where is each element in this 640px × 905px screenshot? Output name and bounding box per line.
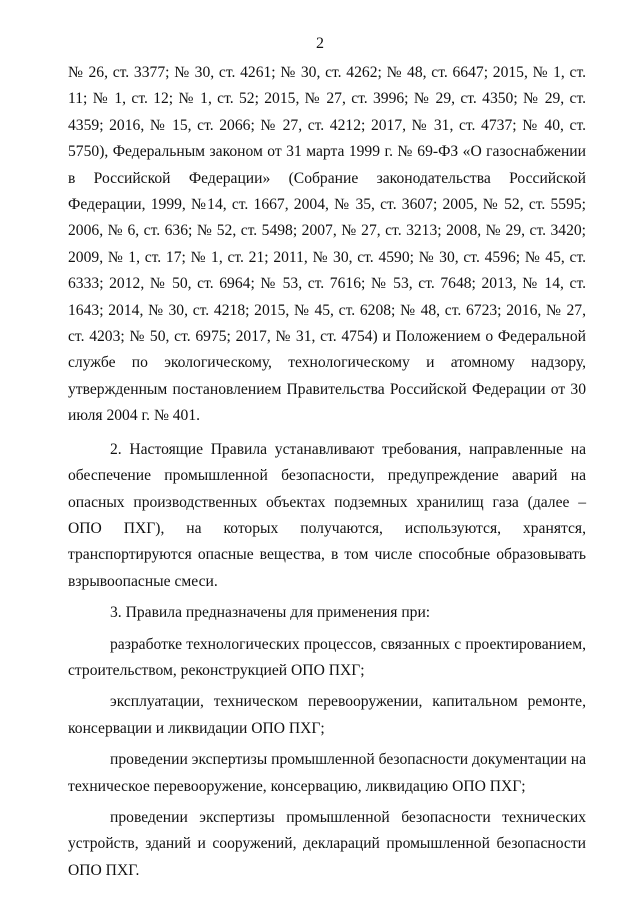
list-item-documentation-expertise: проведении экспертизы промышленной безопасности документации на техническое перевооружение, консервацию, ликвидацию ОПО ПХГ; bbox=[68, 751, 586, 795]
paragraph-rules-requirements: 2. Настоящие Правила устанавливают требования, направленные на обеспечение промышленной безопасности, предупреждение аварий на опасных производственных объектах подземных хранилищ газа (далее – ОПО ПХГ), на которых получаются, используются, хранятся, транспортируются опасные вещества, в том числе способные образовывать взрывоопасные смеси. bbox=[68, 440, 586, 590]
list-item-development: разработке технологических процессов, связанных с проектированием, строительством, реконструкцией ОПО ПХГ; bbox=[68, 635, 586, 679]
list-item-operation: эксплуатации, техническом перевооружении, капитальном ремонте, консервации и ликвидации ОПО ПХГ; bbox=[68, 693, 586, 737]
paragraph-rules-application: 3. Правила предназначены для применения при: bbox=[110, 604, 431, 622]
paragraph-legal-references: № 26, ст. 3377; № 30, ст. 4261; № 30, ст. 4262; № 48, ст. 6647; 2015, № 1, ст. 11; № 1, ст. 12; № 1, ст. 52; 2015, № 27, ст. 3996; № 29, ст. 4350; № 29, ст. 4359; 2016, № 15, ст. 2066; № 27, ст. 4212; 2017, № 31, ст. 4737; № 40, ст. 5750), Федеральным законом от 31 марта 1999 г. № 69-ФЗ «О газоснабжении в Российской Федерации» (Собрание законодательства Российской Федерации, 1999, №14, ст. 1667, 2004, № 35, ст. 3607; 2005, № 52, ст. 5595; 2006, № 6, ст. 636; № 52, ст. 5498; 2007, № 27, ст. 3213; 2008, № 29, ст. 3420; 2009, № 1, ст. 17; № 1, ст. 21; 2011, № 30, ст. 4590; № 30, ст. 4596; № 45, ст. 6333; 2012, № 50, ст. 6964; № 53, ст. 7616; № 53, ст. 7648; 2013, № 14, ст. 1643; 2014, № 30, ст. 4218; 2015, № 45, ст. 6208; № 48, ст. 6723; 2016, № 27, ст. 4203; № 50, ст. 6975; 2017, № 31, ст. 4754) и Положением о Федеральной службе по экологическому, технологическому и атомному надзору, утвержденным постановлением Правительства Российской Федерации от 30 июля 2004 г. № 401. bbox=[68, 64, 586, 425]
list-item-devices-expertise: проведении экспертизы промышленной безопасности технических устройств, зданий и сооружений, деклараций промышленной безопасности ОПО ПХГ. bbox=[68, 808, 586, 879]
page-number: 2 bbox=[316, 35, 324, 52]
document-body bbox=[68, 60, 586, 884]
